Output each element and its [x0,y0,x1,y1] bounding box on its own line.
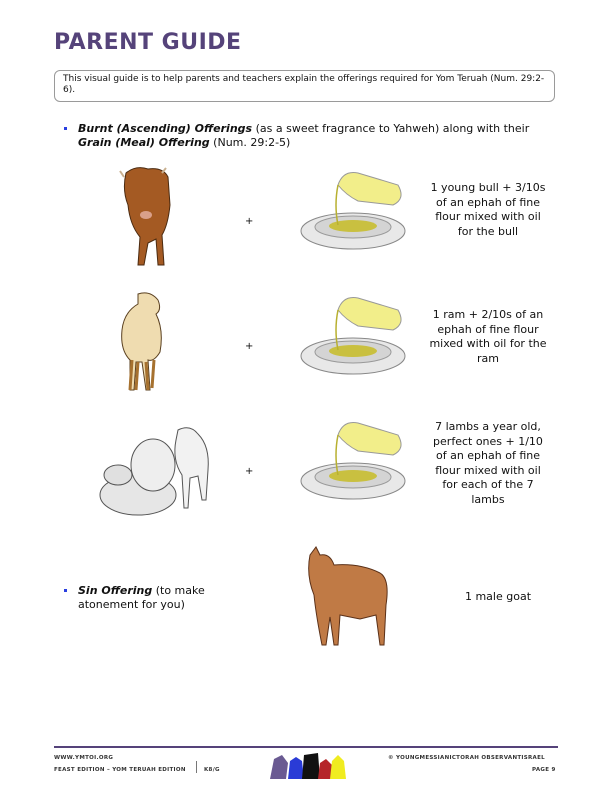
footer-copyright: © YOUNGMESSIANICTORAH OBSERVANTISRAEL [388,755,545,761]
footer-edition: FEAST EDITION – YOM TERUAH EDITION [54,767,186,773]
burnt-offering-bullet [78,122,548,150]
plus-sign: + [245,341,254,352]
footer-page-number: PAGE 9 [532,767,556,773]
ram-offering-description: 1 ram + 2/10s of an ephah of fine flour mixed with oil for the ram [429,308,547,365]
oil-and-flour-image [298,290,418,378]
grain-offering-text: (Num. 29:2-5) [209,136,291,149]
logo-figures-icon [268,751,348,781]
goat-image [300,545,395,655]
burnt-offering-text: (as a sweet fragrance to Yahweh) along with their [252,122,530,135]
footer-separator [196,761,197,773]
goat-offering-description: 1 male goat [464,590,532,603]
bullet-icon [64,589,67,592]
footer-level: K8/G [204,767,220,773]
grain-offering-title: Grain (Meal) Offering [78,136,210,149]
ram-image [118,290,168,395]
sin-offering-title: Sin Offering [78,584,153,597]
bull-offering-description: 1 young bull + 3/10s of an ephah of fine flour mixed with oil for the bull [430,181,546,238]
lambs-offering-description: 7 lambs a year old, perfect ones + 1/10 of an ephah of fine flour mixed with oil for each of the 7 lambs [433,420,543,506]
lambs-image [98,420,218,520]
sin-offering-text: (to make atonement for you) [78,584,205,611]
bullet-icon [64,127,67,130]
plus-sign: + [245,216,254,227]
intro-text: This visual guide is to help parents and teachers explain the offerings required for Yom Teruah (Num. 29:2-6). [63,74,545,95]
intro-box [54,70,555,102]
footer-divider [54,746,558,748]
burnt-offering-title: Burnt (Ascending) Offerings [78,122,253,135]
sin-offering-bullet [78,584,248,612]
bull-image [118,165,173,270]
footer-website: WWW.YMTOI.ORG [54,755,114,761]
plus-sign: + [245,466,254,477]
oil-and-flour-image [298,415,418,503]
oil-and-flour-image [298,165,418,253]
page-title: PARENT GUIDE [54,30,242,55]
